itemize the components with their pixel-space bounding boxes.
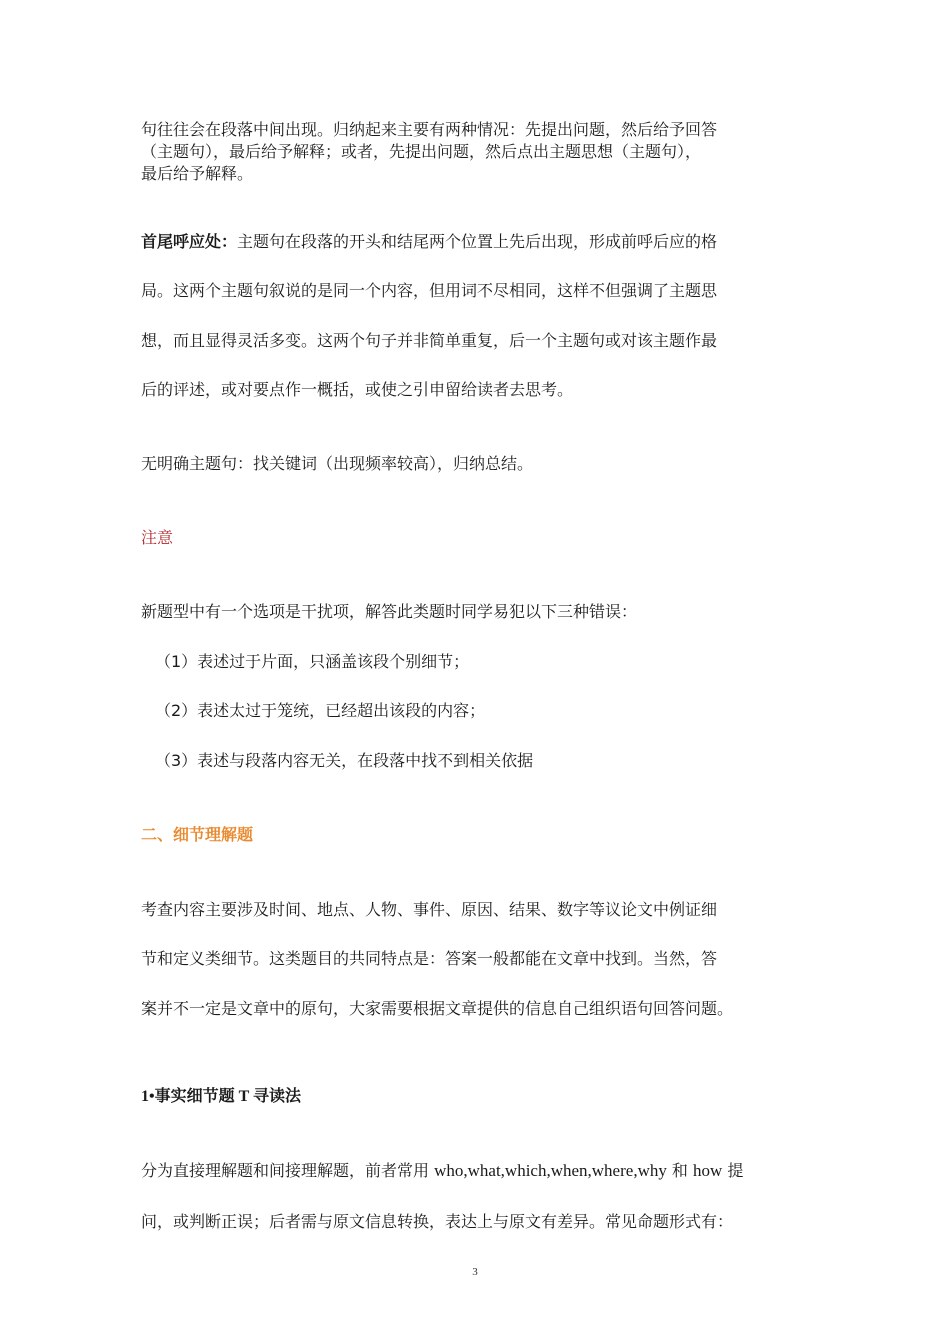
head-tail-line: 想，而且显得灵活多变。这两个句子并非简单重复，后一个主题句或对该主题作最 [141,331,718,350]
note-intro: 新题型中有一个选项是干扰项，解答此类题时同学易犯以下三种错误： [141,602,638,621]
subsection-text: 提 [722,1161,744,1180]
head-tail-text: 主题句在段落的开头和结尾两个位置上先后出现，形成前呼后应的格 [237,232,718,251]
page-number: 3 [472,1266,478,1278]
subsection-text: 和 [666,1161,694,1180]
section-line: 节和定义类细节。这类题目的共同特点是：答案一般都能在文章中找到。当然，答 [141,949,718,968]
question-word-how: how [693,1161,723,1180]
intro-paragraph [141,119,813,185]
note-item: （1）表述过于片面，只涵盖该段个别细节； [155,652,470,671]
subsection-text: 分为直接理解题和间接理解题，前者常用 [141,1161,435,1180]
intro-line: 最后给予解释。 [141,164,254,183]
note-heading: 注意 [141,528,174,547]
subsection-heading: 1•事实细节题 T 寻读法 [141,1088,301,1105]
subsection-line-1 [141,1158,813,1181]
note-item: （3）表述与段落内容无关，在段落中找不到相关依据 [155,751,534,770]
head-tail-line: 后的评述，或对要点作一概括，或使之引申留给读者去思考。 [141,380,574,399]
intro-line: （主题句），最后给予解释；或者，先提出问题，然后点出主题思想（主题句）， [141,142,702,161]
section-line: 案并不一定是文章中的原句，大家需要根据文章提供的信息自己组织语句回答问题。 [141,999,734,1018]
no-topic-paragraph: 无明确主题句：找关键词（出现频率较高），归纳总结。 [141,454,534,473]
question-words: who,what,which,when,where,why [434,1161,667,1180]
intro-line: 句往往会在段落中间出现。归纳起来主要有两种情况：先提出问题，然后给予回答 [141,120,718,139]
head-tail-line-1 [141,229,813,252]
section-line: 考查内容主要涉及时间、地点、人物、事件、原因、结果、数字等议论文中例证细 [141,900,718,919]
section-heading: 二、细节理解题 [141,825,254,844]
subsection-line-2: 问，或判断正误；后者需与原文信息转换，表达上与原文有差异。常见命题形式有： [141,1212,734,1231]
head-tail-line: 局。这两个主题句叙说的是同一个内容，但用词不尽相同，这样不但强调了主题思 [141,281,718,300]
note-item: （2）表述太过于笼统，已经超出该段的内容； [155,701,486,720]
head-tail-label: 首尾呼应处： [141,232,238,251]
